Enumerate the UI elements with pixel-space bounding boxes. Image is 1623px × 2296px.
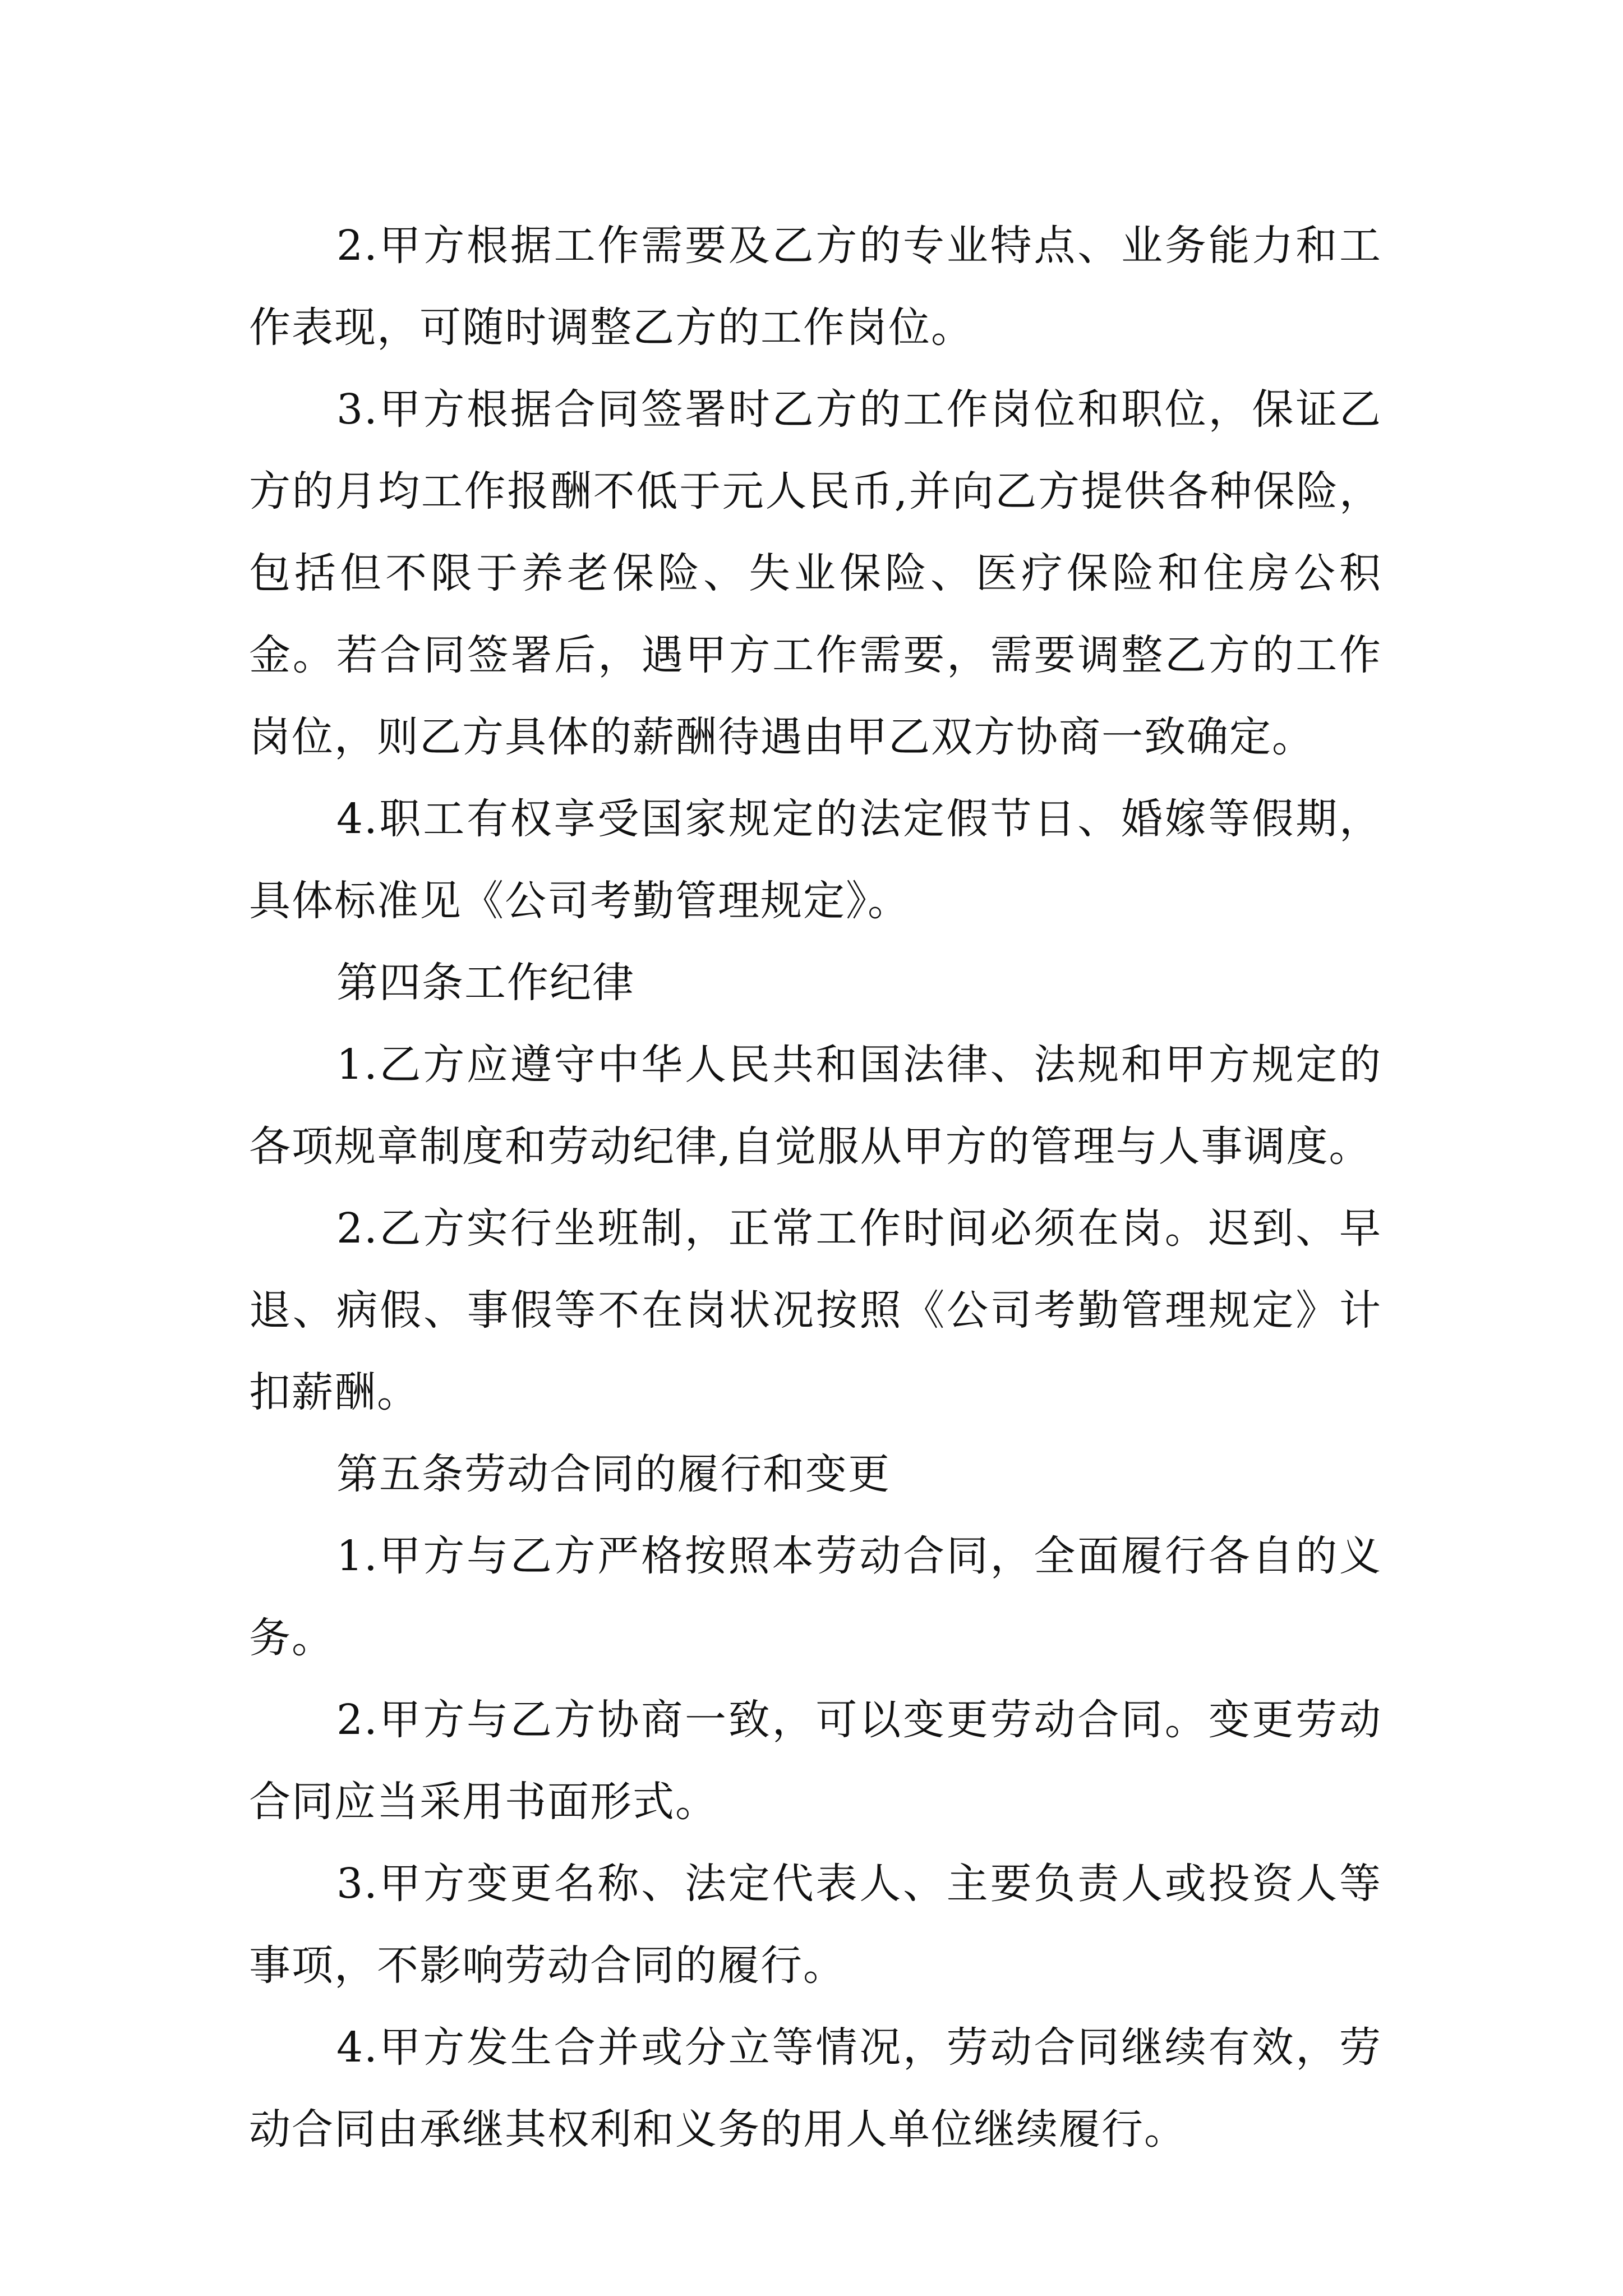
clause-paragraph: 3.甲方变更名称、法定代表人、主要负责人或投资人等事项，不影响劳动合同的履行。 [249, 1860, 1382, 1990]
clause-paragraph: 4.职工有权享受国家规定的法定假节日、婚嫁等假期，具体标准见《公司考勤管理规定》。 [249, 795, 1382, 925]
article-heading: 第五条劳动合同的履行和变更 [336, 1450, 891, 1498]
article-heading: 第四条工作纪律 [336, 959, 635, 1007]
document-body [249, 205, 1382, 2170]
clause-paragraph: 2.甲方根据工作需要及乙方的专业特点、业务能力和工作表现，可随时调整乙方的工作岗位。 [249, 222, 1382, 352]
clause-paragraph: 1.甲方与乙方严格按照本劳动合同，全面履行各自的义务。 [249, 1532, 1382, 1662]
clause-paragraph: 2.甲方与乙方协商一致，可以变更劳动合同。变更劳动合同应当采用书面形式。 [249, 1696, 1382, 1826]
clause-paragraph: 2.乙方实行坐班制，正常工作时间必须在岗。迟到、早退、病假、事假等不在岗状况按照《公司考勤管理规定》计扣薪酬。 [249, 1204, 1382, 1416]
clause-paragraph: 4.甲方发生合并或分立等情况，劳动合同继续有效，劳动合同由承继其权利和义务的用人单位继续履行。 [249, 2023, 1382, 2154]
clause-paragraph: 1.乙方应遵守中华人民共和国法律、法规和甲方规定的各项规章制度和劳动纪律,自觉服从甲方的管理与人事调度。 [249, 1041, 1382, 1171]
clause-paragraph: 3.甲方根据合同签署时乙方的工作岗位和职位，保证乙方的月均工作报酬不低于元人民币,并向乙方提供各种保险，包括但不限于养老保险、失业保险、医疗保险和住房公积金。若合同签署后，遇甲方工作需要，需要调整乙方的工作岗位，则乙方具体的薪酬待遇由甲乙双方协商一致确定。 [249, 385, 1382, 761]
